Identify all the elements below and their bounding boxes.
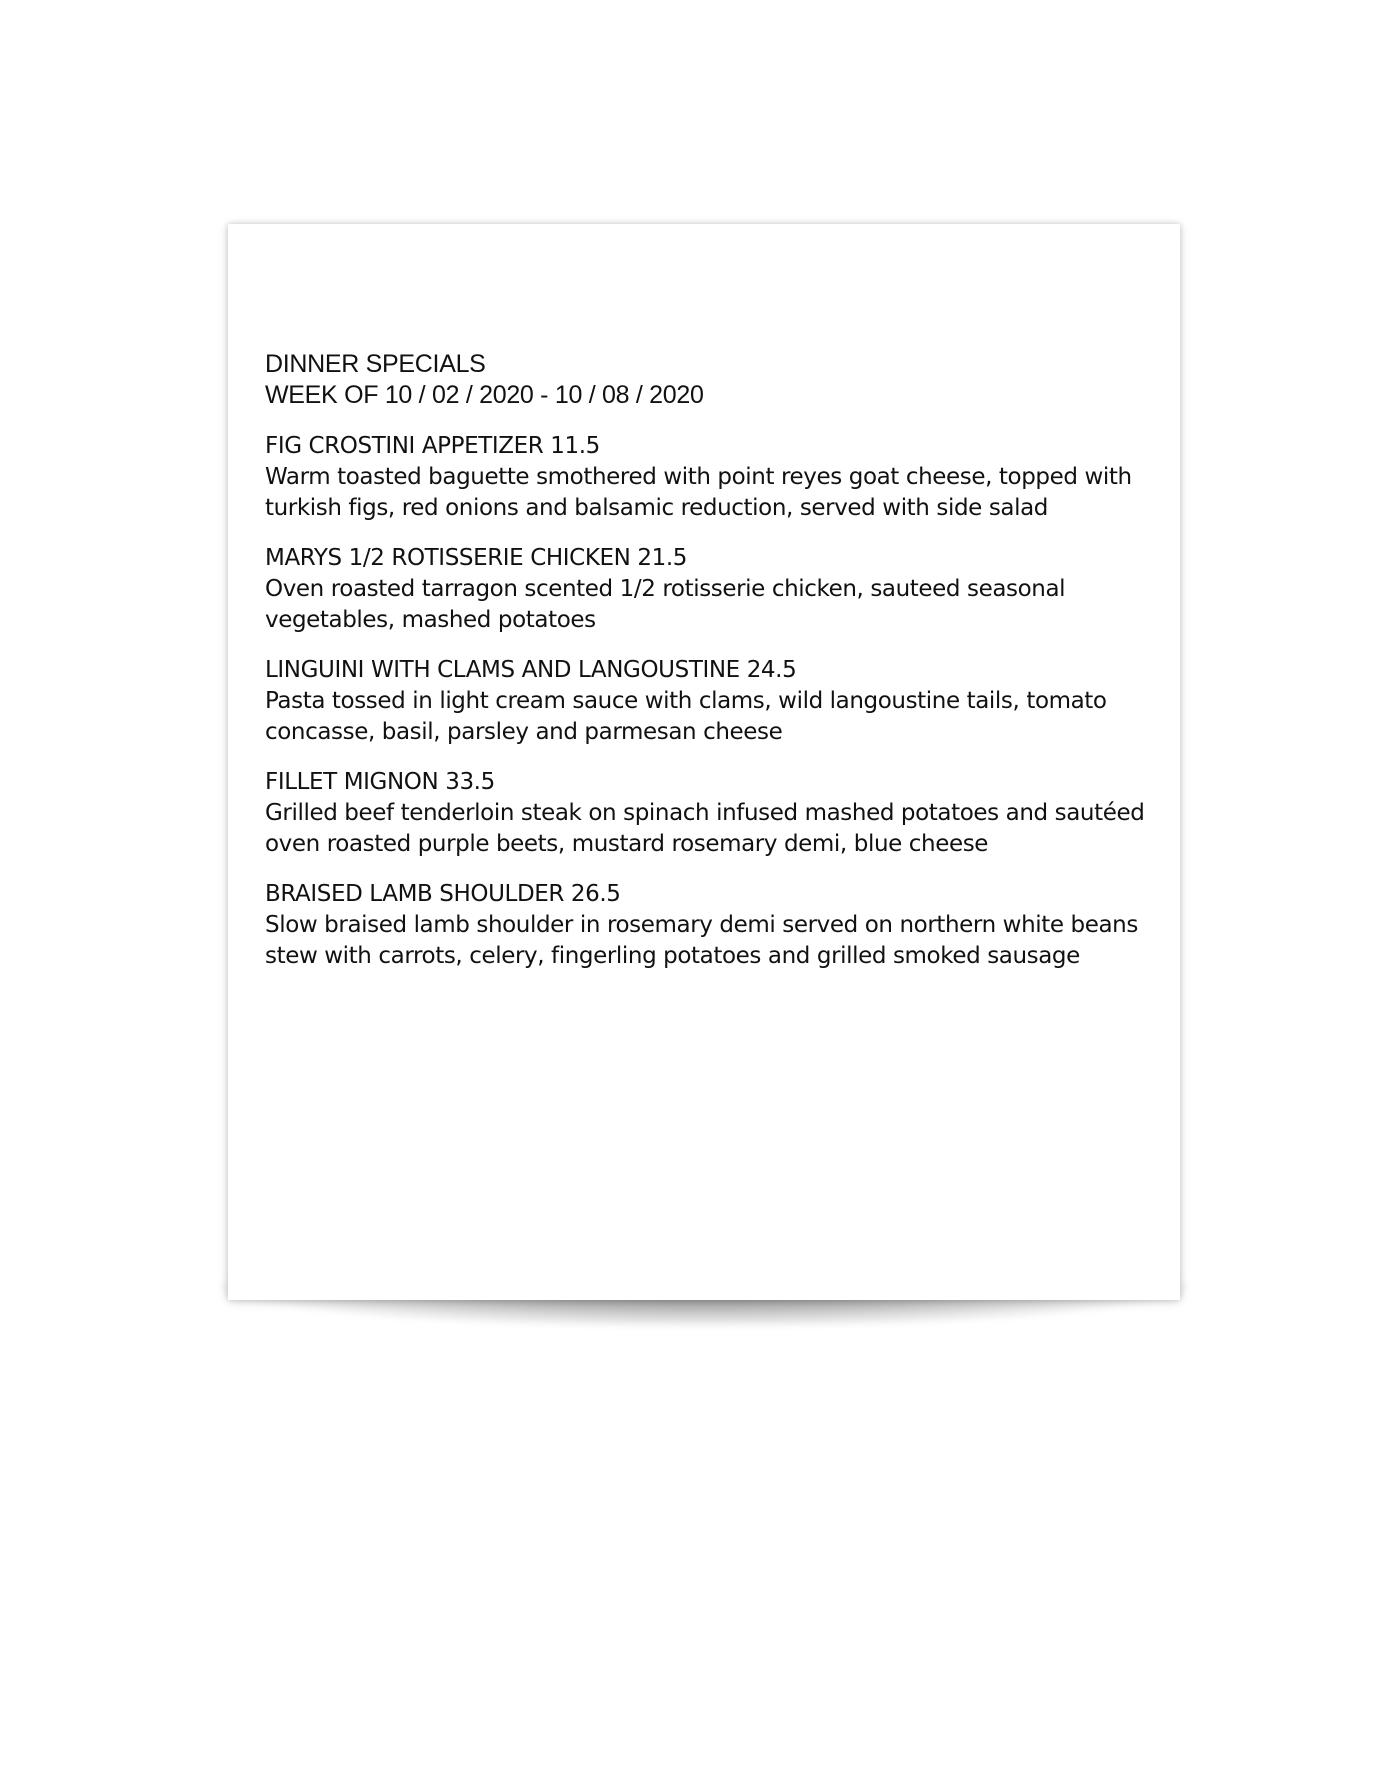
menu-sheet-wrapper <box>228 224 1180 1300</box>
menu-item-description: Pasta tossed in light cream sauce with clams, wild langoustine tails, tomato concasse, basil, parsley and parmesan cheese <box>265 688 1107 745</box>
menu-sheet <box>228 224 1180 1300</box>
menu-item-title: LINGUINI WITH CLAMS AND LANGOUSTINE 24.5 <box>265 657 797 683</box>
menu-item-title: MARYS 1/2 ROTISSERIE CHICKEN 21.5 <box>265 545 687 571</box>
menu-item-description: Slow braised lamb shoulder in rosemary demi served on northern white beans stew with carrots, celery, fingerling potatoes and grilled smoked sausage <box>265 912 1138 969</box>
menu-item-fillet-mignon <box>265 767 1145 860</box>
menu-item-linguini <box>265 655 1145 748</box>
dinner-specials-menu <box>265 349 1145 991</box>
menu-item-description: Oven roasted tarragon scented 1/2 rotisserie chicken, sauteed seasonal vegetables, mashed potatoes <box>265 576 1066 633</box>
menu-item-rotisserie-chicken <box>265 543 1145 636</box>
menu-item-lamb-shoulder <box>265 879 1145 972</box>
menu-week: WEEK OF 10 / 02 / 2020 - 10 / 08 / 2020 <box>265 381 704 409</box>
menu-item-fig-crostini <box>265 431 1145 524</box>
menu-title: DINNER SPECIALS <box>265 350 486 378</box>
menu-item-description: Grilled beef tenderloin steak on spinach infused mashed potatoes and sautéed oven roasted purple beets, mustard rosemary demi, blue cheese <box>265 800 1145 857</box>
menu-header <box>265 349 1145 411</box>
menu-item-description: Warm toasted baguette smothered with point reyes goat cheese, topped with turkish figs, red onions and balsamic reduction, served with side salad <box>265 464 1132 521</box>
menu-item-title: FILLET MIGNON 33.5 <box>265 769 495 795</box>
menu-item-title: BRAISED LAMB SHOULDER 26.5 <box>265 881 621 907</box>
menu-item-title: FIG CROSTINI APPETIZER 11.5 <box>265 433 600 459</box>
